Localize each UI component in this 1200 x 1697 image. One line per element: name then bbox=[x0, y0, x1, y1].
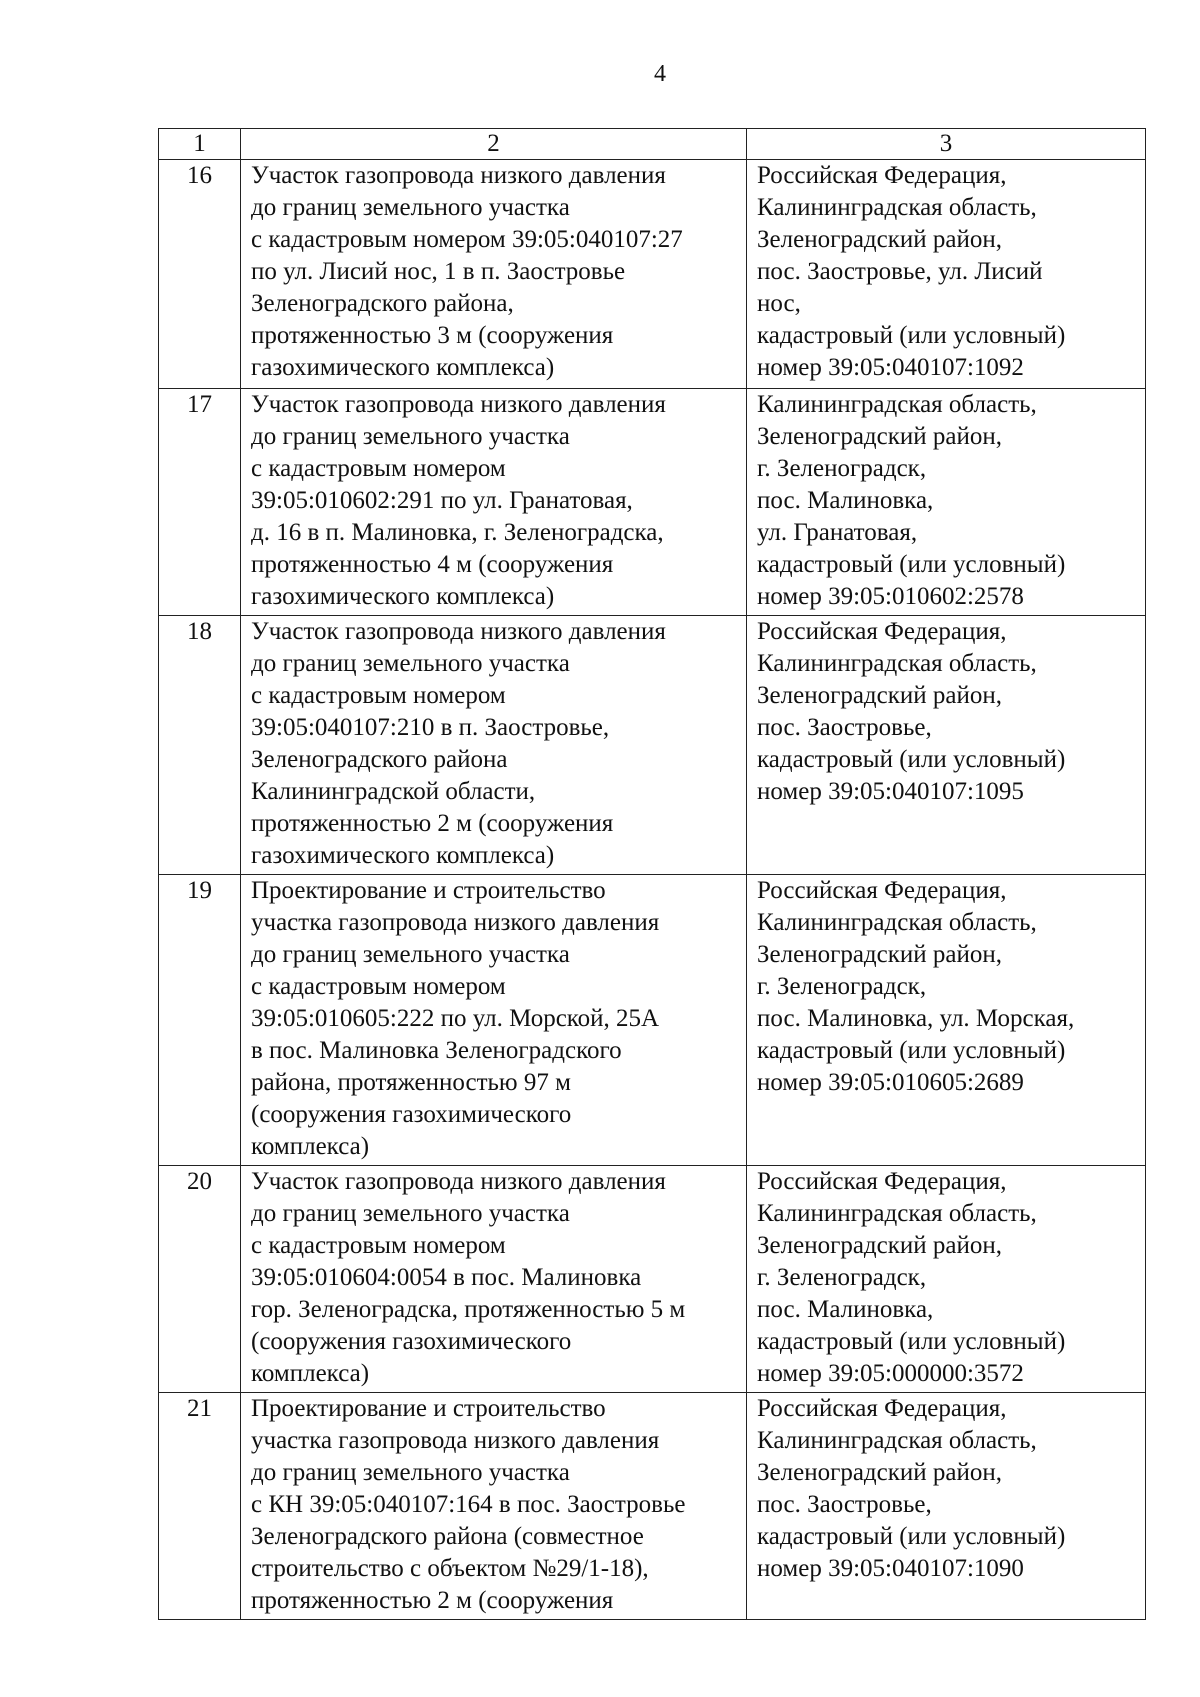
cell-text-line: Участок газопровода низкого давления bbox=[251, 618, 666, 645]
cell-text-line: Зеленоградский район, bbox=[757, 423, 1002, 450]
row-number: 17 bbox=[159, 389, 241, 616]
cell-text-line: 39:05:010602:291 по ул. Гранатовая, bbox=[251, 487, 633, 514]
cell-text-line: Зеленоградский район, bbox=[757, 941, 1002, 968]
cell-text-line: района, протяженностью 97 м bbox=[251, 1069, 571, 1096]
cell-text-line: участка газопровода низкого давления bbox=[251, 909, 660, 936]
object-location bbox=[747, 389, 1146, 616]
cell-text-line: Проектирование и строительство bbox=[251, 1395, 606, 1422]
cell-text-line: с кадастровым номером bbox=[251, 455, 506, 482]
cell-text-line: комплекса) bbox=[251, 1133, 370, 1160]
cell-text-line: Зеленоградский район, bbox=[757, 682, 1002, 709]
table-header-row bbox=[159, 129, 1146, 160]
cell-text-line: Калининградская область, bbox=[757, 909, 1037, 936]
object-location bbox=[747, 616, 1146, 875]
cell-text-line: строительство с объектом №29/1-18), bbox=[251, 1555, 649, 1582]
row-number: 18 bbox=[159, 616, 241, 875]
cell-text-line: протяженностью 4 м (сооружения bbox=[251, 551, 614, 578]
cell-text-line: газохимического комплекса) bbox=[251, 583, 555, 610]
cell-text-line: с кадастровым номером bbox=[251, 682, 506, 709]
cell-text-line: до границ земельного участка bbox=[251, 941, 570, 968]
cell-text-line: 39:05:010605:222 по ул. Морской, 25А bbox=[251, 1005, 660, 1032]
cell-text-line: номер 39:05:010602:2578 bbox=[757, 583, 1024, 610]
cell-text-line: Калининградская область, bbox=[757, 1427, 1037, 1454]
page-number: 4 bbox=[654, 61, 666, 87]
cell-text-line: Зеленоградского района bbox=[251, 746, 508, 773]
cell-text-line: пос. Заостровье, ул. Лисий bbox=[757, 258, 1043, 285]
cell-text-line: д. 16 в п. Малиновка, г. Зеленоградска, bbox=[251, 519, 664, 546]
cell-text-line: протяженностью 2 м (сооружения bbox=[251, 810, 614, 837]
table-row bbox=[159, 875, 1146, 1166]
cell-text-line: 39:05:040107:210 в п. Заостровье, bbox=[251, 714, 610, 741]
cell-text-line: гор. Зеленоградска, протяженностью 5 м bbox=[251, 1296, 686, 1323]
cell-text-line: протяженностью 2 м (сооружения bbox=[251, 1587, 614, 1614]
cell-text-line: номер 39:05:000000:3572 bbox=[757, 1360, 1024, 1387]
cell-text-line: Участок газопровода низкого давления bbox=[251, 162, 666, 189]
object-location bbox=[747, 160, 1146, 389]
table-row bbox=[159, 1393, 1146, 1620]
cell-text-line: кадастровый (или условный) bbox=[757, 551, 1066, 578]
column-number-3: 3 bbox=[747, 129, 1146, 160]
cell-text-line: газохимического комплекса) bbox=[251, 842, 555, 869]
cell-text-line: Российская Федерация, bbox=[757, 877, 1007, 904]
cell-text-line: г. Зеленоградск, bbox=[757, 973, 927, 1000]
object-description bbox=[241, 389, 747, 616]
cell-text-line: до границ земельного участка bbox=[251, 650, 570, 677]
cell-text-line: до границ земельного участка bbox=[251, 1459, 570, 1486]
cell-text-line: до границ земельного участка bbox=[251, 1200, 570, 1227]
cell-text-line: Российская Федерация, bbox=[757, 162, 1007, 189]
table-row bbox=[159, 389, 1146, 616]
cell-text-line: с кадастровым номером bbox=[251, 1232, 506, 1259]
cell-text-line: Зеленоградского района (совместное bbox=[251, 1523, 644, 1550]
cell-text-line: г. Зеленоградск, bbox=[757, 455, 927, 482]
objects-table bbox=[158, 128, 1146, 1620]
cell-text-line: пос. Малиновка, bbox=[757, 487, 934, 514]
cell-text-line: г. Зеленоградск, bbox=[757, 1264, 927, 1291]
cell-text-line: по ул. Лисий нос, 1 в п. Заостровье bbox=[251, 258, 626, 285]
cell-text-line: кадастровый (или условный) bbox=[757, 746, 1066, 773]
column-number-1: 1 bbox=[159, 129, 241, 160]
cell-text-line: с кадастровым номером bbox=[251, 973, 506, 1000]
cell-text-line: номер 39:05:040107:1095 bbox=[757, 778, 1024, 805]
cell-text-line: номер 39:05:040107:1090 bbox=[757, 1555, 1024, 1582]
cell-text-line: кадастровый (или условный) bbox=[757, 1328, 1066, 1355]
cell-text-line: Зеленоградский район, bbox=[757, 1459, 1002, 1486]
cell-text-line: участка газопровода низкого давления bbox=[251, 1427, 660, 1454]
row-number: 16 bbox=[159, 160, 241, 389]
cell-text-line: (сооружения газохимического bbox=[251, 1328, 572, 1355]
cell-text-line: Калининградская область, bbox=[757, 1200, 1037, 1227]
cell-text-line: номер 39:05:010605:2689 bbox=[757, 1069, 1024, 1096]
cell-text-line: кадастровый (или условный) bbox=[757, 1523, 1066, 1550]
cell-text-line: Российская Федерация, bbox=[757, 618, 1007, 645]
cell-text-line: Зеленоградский район, bbox=[757, 226, 1002, 253]
object-location bbox=[747, 1166, 1146, 1393]
cell-text-line: Участок газопровода низкого давления bbox=[251, 1168, 666, 1195]
cell-text-line: нос, bbox=[757, 290, 801, 317]
cell-text-line: с КН 39:05:040107:164 в пос. Заостровье bbox=[251, 1491, 686, 1518]
cell-text-line: ул. Гранатовая, bbox=[757, 519, 918, 546]
column-number-2: 2 bbox=[241, 129, 747, 160]
object-description bbox=[241, 616, 747, 875]
table-row bbox=[159, 1166, 1146, 1393]
row-number: 21 bbox=[159, 1393, 241, 1620]
cell-text-line: пос. Малиновка, ул. Морская, bbox=[757, 1005, 1075, 1032]
cell-text-line: кадастровый (или условный) bbox=[757, 322, 1066, 349]
cell-text-line: пос. Заостровье, bbox=[757, 1491, 932, 1518]
cell-text-line: газохимического комплекса) bbox=[251, 354, 555, 381]
object-location bbox=[747, 875, 1146, 1166]
cell-text-line: 39:05:010604:0054 в пос. Малиновка bbox=[251, 1264, 642, 1291]
cell-text-line: Зеленоградский район, bbox=[757, 1232, 1002, 1259]
cell-text-line: комплекса) bbox=[251, 1360, 370, 1387]
cell-text-line: Проектирование и строительство bbox=[251, 877, 606, 904]
cell-text-line: до границ земельного участка bbox=[251, 423, 570, 450]
row-number: 19 bbox=[159, 875, 241, 1166]
cell-text-line: Калининградская область, bbox=[757, 194, 1037, 221]
cell-text-line: (сооружения газохимического bbox=[251, 1101, 572, 1128]
cell-text-line: Российская Федерация, bbox=[757, 1395, 1007, 1422]
row-number: 20 bbox=[159, 1166, 241, 1393]
object-description bbox=[241, 1166, 747, 1393]
cell-text-line: до границ земельного участка bbox=[251, 194, 570, 221]
cell-text-line: пос. Малиновка, bbox=[757, 1296, 934, 1323]
table-row bbox=[159, 616, 1146, 875]
cell-text-line: Калининградской области, bbox=[251, 778, 536, 805]
cell-text-line: Калининградская область, bbox=[757, 650, 1037, 677]
cell-text-line: в пос. Малиновка Зеленоградского bbox=[251, 1037, 622, 1064]
cell-text-line: номер 39:05:040107:1092 bbox=[757, 354, 1024, 381]
cell-text-line: Зеленоградского района, bbox=[251, 290, 514, 317]
cell-text-line: Калининградская область, bbox=[757, 391, 1037, 418]
object-location bbox=[747, 1393, 1146, 1620]
cell-text-line: Участок газопровода низкого давления bbox=[251, 391, 666, 418]
cell-text-line: пос. Заостровье, bbox=[757, 714, 932, 741]
object-description bbox=[241, 875, 747, 1166]
object-description bbox=[241, 1393, 747, 1620]
cell-text-line: Российская Федерация, bbox=[757, 1168, 1007, 1195]
object-description bbox=[241, 160, 747, 389]
cell-text-line: кадастровый (или условный) bbox=[757, 1037, 1066, 1064]
cell-text-line: протяженностью 3 м (сооружения bbox=[251, 322, 614, 349]
cell-text-line: с кадастровым номером 39:05:040107:27 bbox=[251, 226, 683, 253]
table-row bbox=[159, 160, 1146, 389]
